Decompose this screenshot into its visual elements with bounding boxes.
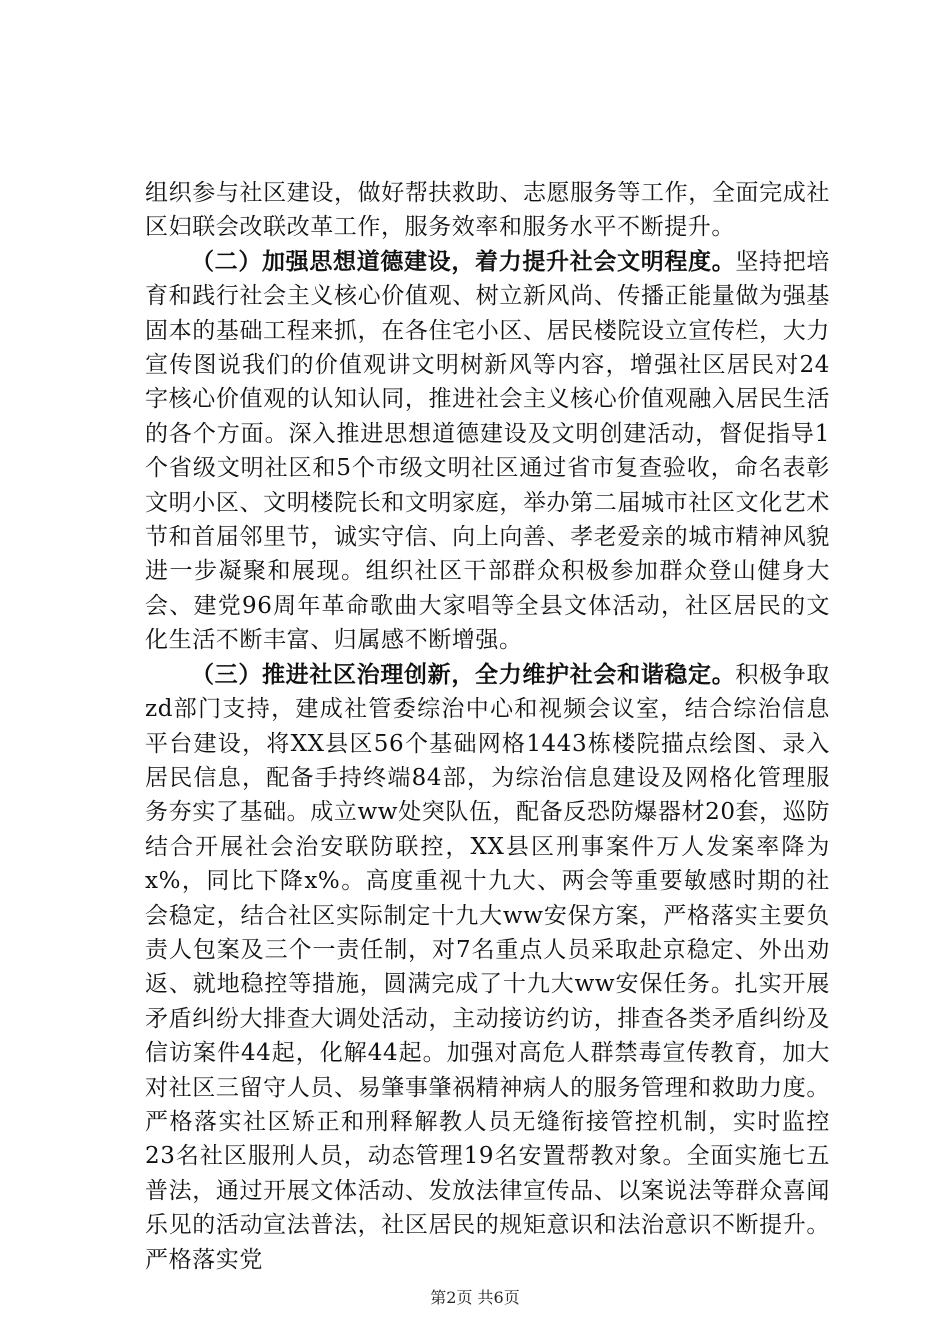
section-heading: （二）加强思想道德建设，着力提升社会文明程度。 — [191, 247, 736, 275]
page-footer — [0, 1285, 950, 1308]
section-heading: （三）推进社区治理创新，全力维护社会和谐稳定。 — [191, 660, 736, 688]
paragraph-community-governance — [145, 658, 830, 1277]
paragraph-continuation — [145, 176, 830, 245]
paragraph-moral-construction — [145, 245, 830, 658]
body-text — [145, 176, 830, 1277]
paragraph-text: 坚持把培育和践行社会主义核心价值观、树立新风尚、传播正能量做为强基固本的基础工程来抓，在各住宅小区、居民楼院设立宣传栏，大力宣传图说我们的价值观讲文明树新风等内容，增强社区居民对24字核心价值观的认知认同，推进社会主义核心价值观融入居民生活的各个方面。深入推进思想道德建设及文明创建活动，督促指导1个省级文明社区和5个市级文明社区通过省市复查验收，命名表彰文明小区、文明楼院长和文明家庭，举办第二届城市社区文化艺术节和首届邻里节，诚实守信、向上向善、孝老爱亲的城市精神风貌进一步凝聚和展现。组织社区干部群众积极参加群众登山健身大会、建党96周年革命歌曲大家唱等全县文体活动，社区居民的文化生活不断丰富、归属感不断增强。 — [145, 248, 830, 654]
paragraph-text: 积极争取zd部门支持，建成社管委综治中心和视频会议室，结合综治信息平台建设，将XX县区56个基础网格1443栋楼院描点绘图、录入居民信息，配备手持终端84部，为综治信息建设及网格化管理服务夯实了基础。成立ww处突队伍，配备反恐防爆器材20套，巡防结合开展社会治安联防联控，XX县区刑事案件万人发案率降为x%，同比下降x%。高度重视十九大、两会等重要敏感时期的社会稳定，结合社区实际制定十九大ww安保方案，严格落实主要负责人包案及三个一责任制，对7名重点人员采取赴京稳定、外出劝返、就地稳控等措施，圆满完成了十九大ww安保任务。扎实开展矛盾纠纷大排查大调处活动，主动接访约访，排查各类矛盾纠纷及信访案件44起，化解44起。加强对高危人群禁毒宣传教育，加大对社区三留守人员、易肇事肇祸精神病人的服务管理和救助力度。严格落实社区矫正和刑释解教人员无缝衔接管控机制，实时监控23名社区服刑人员，动态管理19名安置帮教对象。全面实施七五普法，通过开展文体活动、发放法律宣传品、以案说法等群众喜闻乐见的活动宣法普法，社区居民的规矩意识和法治意识不断提升。严格落实党 — [145, 661, 830, 1273]
paragraph-text: 组织参与社区建设，做好帮扶救助、志愿服务等工作，全面完成社区妇联会改联改革工作，服务效率和服务水平不断提升。 — [145, 180, 830, 241]
page-number: 第2页 共6页 — [430, 1288, 520, 1307]
